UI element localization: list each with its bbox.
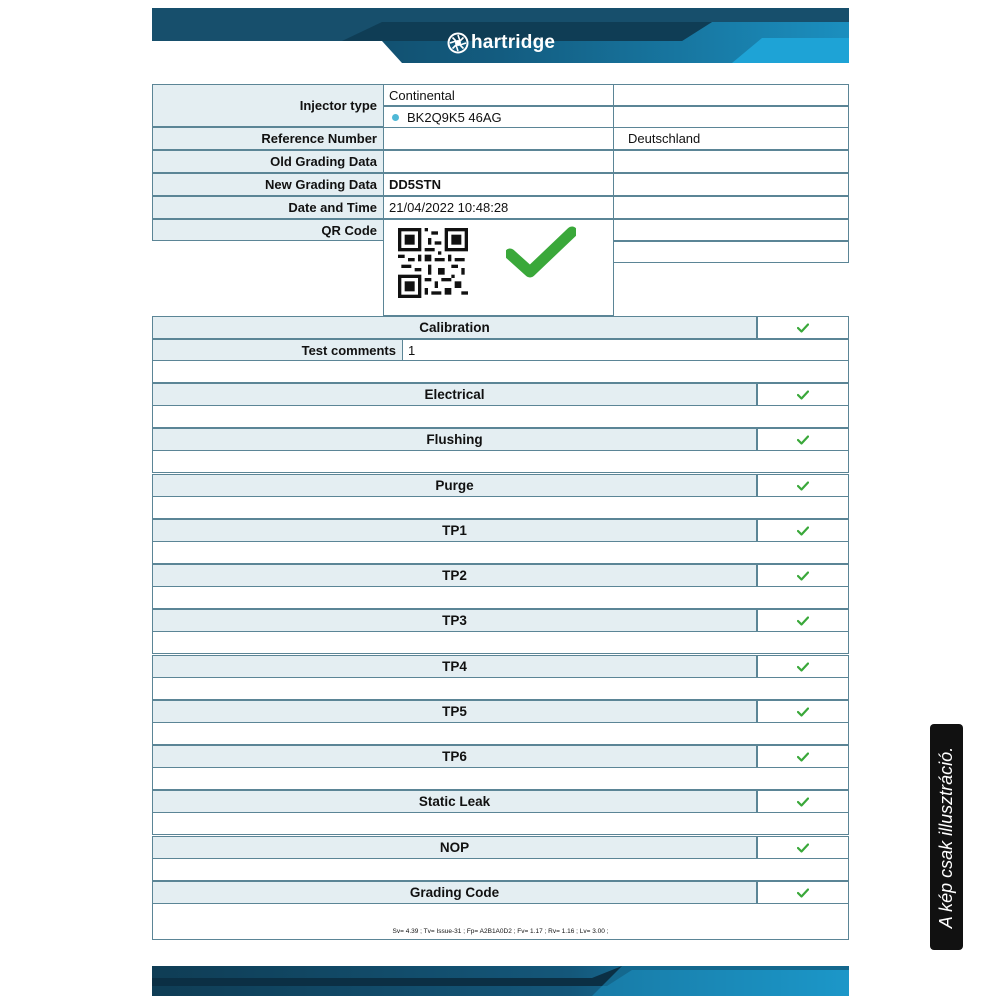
section-blank-row <box>152 451 849 473</box>
check-icon <box>797 526 809 536</box>
calibration-check-cell <box>757 316 849 339</box>
injector-brand-value: Continental <box>383 84 614 106</box>
old-grading-label: Old Grading Data <box>152 150 384 173</box>
section-check-cell <box>757 609 849 632</box>
injector-part-value: BK2Q9K5 46AG <box>407 109 502 125</box>
section-header: Flushing <box>152 428 757 451</box>
test-comments-value: 1 <box>402 339 849 361</box>
right-cell-7 <box>613 219 849 241</box>
section-blank-row <box>152 723 849 745</box>
dot-icon <box>392 114 399 121</box>
section-blank-row <box>152 632 849 654</box>
section-header: NOP <box>152 836 757 859</box>
section-header: TP4 <box>152 655 757 678</box>
reference-number-value <box>383 127 614 150</box>
check-icon <box>797 752 809 762</box>
section-blank-row <box>152 587 849 609</box>
section-check-cell <box>757 428 849 451</box>
right-cell-4 <box>613 150 849 173</box>
section-blank-row <box>152 768 849 790</box>
check-icon <box>797 571 809 581</box>
section-blank-row <box>152 497 849 519</box>
section-header: Grading Code <box>152 881 757 904</box>
check-icon <box>797 707 809 717</box>
qr-code-icon <box>398 228 468 298</box>
right-cell-2 <box>613 106 849 128</box>
check-icon <box>797 390 809 400</box>
section-check-cell <box>757 745 849 768</box>
section-header: Purge <box>152 474 757 497</box>
test-comments-label: Test comments <box>152 339 403 361</box>
check-icon <box>797 797 809 807</box>
check-icon <box>797 616 809 626</box>
qr-cell <box>383 219 614 316</box>
hartridge-turbine-icon <box>447 32 469 54</box>
section-header: Static Leak <box>152 790 757 813</box>
section-blank-row <box>152 904 849 926</box>
qr-code-label: QR Code <box>152 219 384 241</box>
calibration-blank-row <box>152 361 849 383</box>
new-grading-label: New Grading Data <box>152 173 384 196</box>
section-check-cell <box>757 655 849 678</box>
large-checkmark-icon <box>506 226 576 278</box>
brand-name: hartridge <box>471 32 556 53</box>
brand-logo <box>447 28 555 58</box>
section-check-cell <box>757 836 849 859</box>
section-check-cell <box>757 790 849 813</box>
section-blank-row <box>152 406 849 428</box>
right-cell-5 <box>613 173 849 196</box>
section-header: Electrical <box>152 383 757 406</box>
reference-number-label: Reference Number <box>152 127 384 150</box>
date-time-label: Date and Time <box>152 196 384 219</box>
right-cell-1 <box>613 84 849 106</box>
injector-part-cell <box>383 106 614 128</box>
section-blank-row <box>152 813 849 835</box>
section-header: TP6 <box>152 745 757 768</box>
illustration-disclaimer <box>930 724 963 950</box>
check-icon <box>797 888 809 898</box>
section-check-cell <box>757 700 849 723</box>
section-header: TP2 <box>152 564 757 587</box>
section-check-cell <box>757 383 849 406</box>
injector-type-label: Injector type <box>152 84 384 127</box>
section-blank-row <box>152 859 849 881</box>
new-grading-value: DD5STN <box>383 173 614 196</box>
date-time-value: 21/04/2022 10:48:28 <box>383 196 614 219</box>
check-icon <box>797 435 809 445</box>
section-blank-row <box>152 678 849 700</box>
country-value: Deutschland <box>613 127 849 150</box>
disclaimer-text: A kép csak illusztráció. <box>936 746 956 928</box>
section-check-cell <box>757 519 849 542</box>
right-cell-6 <box>613 196 849 219</box>
check-icon <box>797 843 809 853</box>
footer-parameters: Sv= 4.39 ; Tv= Issue-31 ; Fp= A2B1A0D2 ; Fv= 1.17 ; Rv= 1.16 ; Lv= 3.00 ; <box>152 924 849 940</box>
check-icon <box>797 662 809 672</box>
section-check-cell <box>757 564 849 587</box>
check-icon <box>797 481 809 491</box>
section-header: TP1 <box>152 519 757 542</box>
section-header: TP3 <box>152 609 757 632</box>
right-cell-8 <box>613 241 849 263</box>
old-grading-value <box>383 150 614 173</box>
section-blank-row <box>152 542 849 564</box>
check-icon <box>797 323 809 333</box>
footer-banner <box>152 966 849 996</box>
section-check-cell <box>757 881 849 904</box>
calibration-header: Calibration <box>152 316 757 339</box>
section-header: TP5 <box>152 700 757 723</box>
section-check-cell <box>757 474 849 497</box>
